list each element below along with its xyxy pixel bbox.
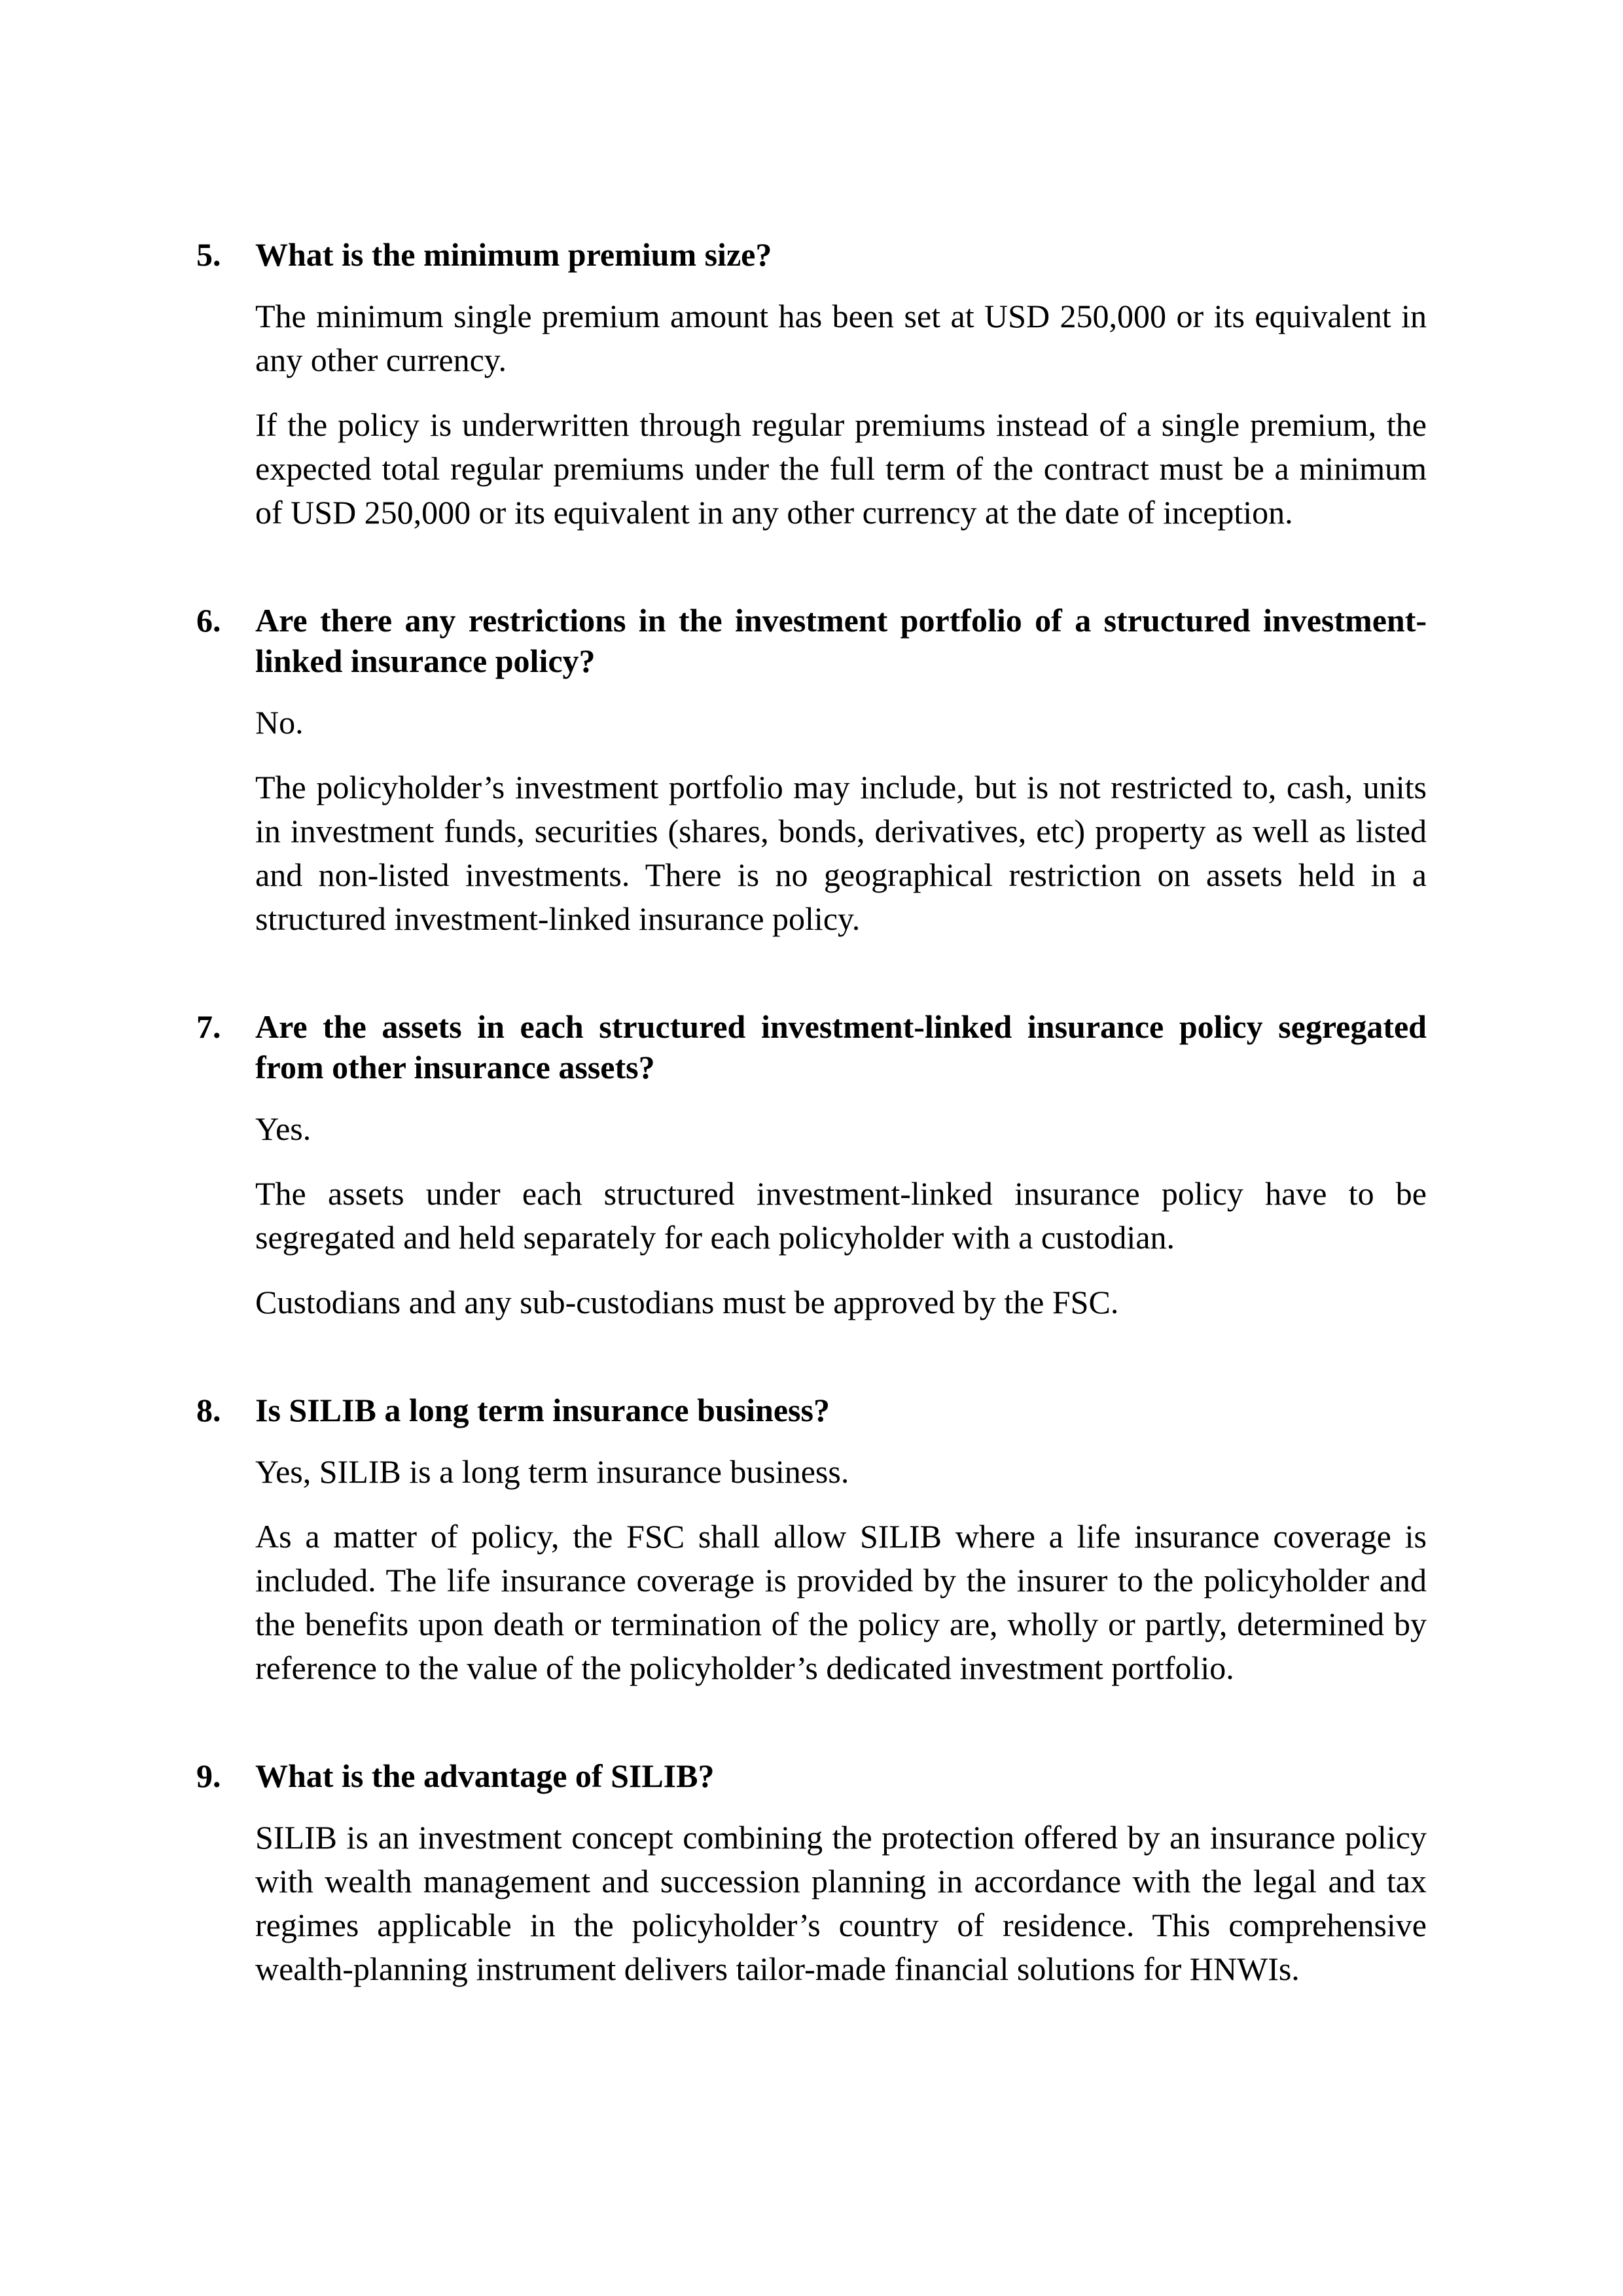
answer-paragraph: SILIB is an investment concept combining the protection offered by an insurance policy with wealth management and succession planning in accordance with the legal and tax regimes applicable in the policyholder’s country of residence. This comprehensive wealth-planning instrument delivers tailor-made financial solutions for HNWIs. bbox=[255, 1819, 1427, 1987]
answer-paragraph: Custodians and any sub-custodians must be approved by the FSC. bbox=[255, 1284, 1119, 1320]
item-content bbox=[255, 234, 1427, 535]
item-number: 6. bbox=[196, 602, 221, 639]
faq-item-9 bbox=[196, 1756, 1427, 1991]
answer-paragraph: As a matter of policy, the FSC shall allow SILIB where a life insurance coverage is included. The life insurance coverage is provided by the insurer to the policyholder and the benefits upon death or termination of the policy are, wholly or partly, determined by reference to the value of the policyholder’s dedicated investment portfolio. bbox=[255, 1518, 1427, 1686]
item-content bbox=[255, 1006, 1427, 1324]
faq-item-6 bbox=[196, 600, 1427, 941]
answer-paragraph: The assets under each structured investment-linked insurance policy have to be segregated and held separately for each policyholder with a custodian. bbox=[255, 1175, 1427, 1256]
answer-paragraph: The minimum single premium amount has been set at USD 250,000 or its equivalent in any other currency. bbox=[255, 298, 1427, 378]
faq-item-8 bbox=[196, 1390, 1427, 1690]
faq-item-7 bbox=[196, 1006, 1427, 1324]
answer-paragraph: Yes. bbox=[255, 1110, 312, 1147]
question-heading: Are the assets in each structured investment-linked insurance policy segregated from other insurance assets? bbox=[255, 1008, 1427, 1086]
item-number: 8. bbox=[196, 1392, 221, 1428]
answer-paragraph: If the policy is underwritten through regular premiums instead of a single premium, the expected total regular premiums under the full term of the contract must be a minimum of USD 250,000 or its equivalent in any other currency at the date of inception. bbox=[255, 406, 1427, 531]
item-content bbox=[255, 1756, 1427, 1991]
question-heading: What is the minimum premium size? bbox=[255, 236, 772, 273]
answer-paragraph: No. bbox=[255, 704, 304, 741]
item-number: 9. bbox=[196, 1757, 221, 1794]
question-heading: Is SILIB a long term insurance business? bbox=[255, 1392, 830, 1428]
item-number: 5. bbox=[196, 236, 221, 273]
question-heading: What is the advantage of SILIB? bbox=[255, 1757, 715, 1794]
item-number: 7. bbox=[196, 1008, 221, 1045]
item-content bbox=[255, 1390, 1427, 1690]
answer-paragraph: The policyholder’s investment portfolio may include, but is not restricted to, cash, units in investment funds, securities (shares, bonds, derivatives, etc) property as well as listed and non-listed investments. There is no geographical restriction on assets held in a structured investment-linked insurance policy. bbox=[255, 769, 1427, 937]
item-content bbox=[255, 600, 1427, 941]
question-heading: Are there any restrictions in the investment portfolio of a structured investment-linked insurance policy? bbox=[255, 602, 1427, 679]
faq-item-5 bbox=[196, 234, 1427, 535]
answer-paragraph: Yes, SILIB is a long term insurance business. bbox=[255, 1453, 849, 1490]
